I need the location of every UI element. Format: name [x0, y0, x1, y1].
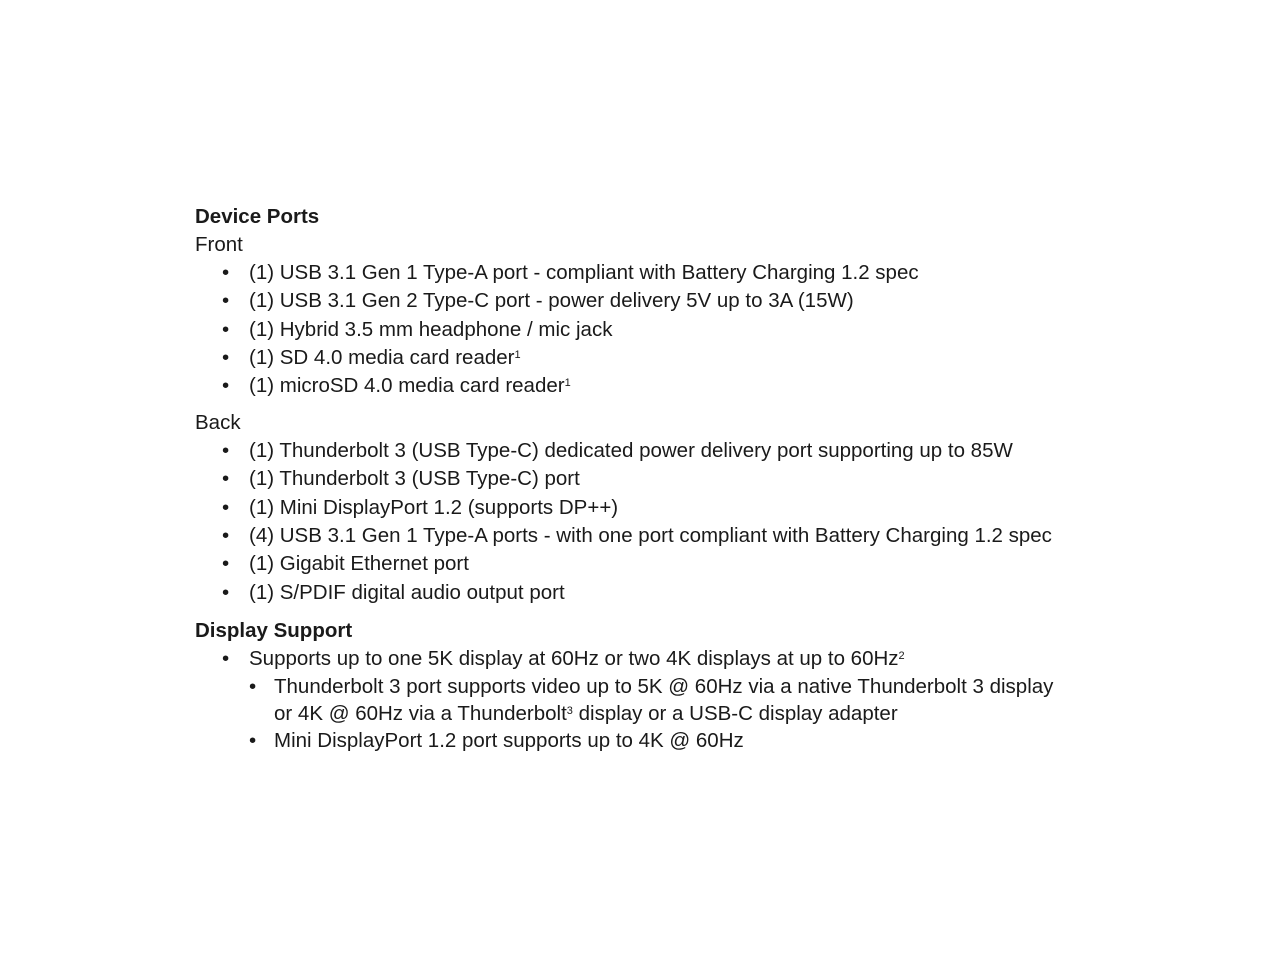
list-item — [222, 465, 580, 493]
item-text: Supports up to one 5K display at 60Hz or two 4K displays at up to 60Hz — [249, 647, 899, 670]
item-text: display or a USB-C display adapter — [572, 702, 898, 725]
bullet: • — [222, 647, 230, 670]
footnote-ref: 2 — [898, 650, 905, 662]
item-text: (1) SD 4.0 media card reader — [249, 345, 515, 369]
item-text: or 4K @ 60Hz via a Thunderbolt — [274, 702, 567, 725]
item-text: (1) Mini DisplayPort 1.2 (supports DP++) — [249, 495, 619, 519]
item-text: (1) USB 3.1 Gen 2 Type-C port - power delivery 5V up to 3A (15W) — [249, 289, 854, 313]
list-item — [222, 287, 854, 315]
bullet: • — [222, 467, 230, 491]
bullet: • — [222, 552, 230, 576]
item-text: (1) Thunderbolt 3 (USB Type-C) port — [249, 467, 580, 491]
item-text: (1) USB 3.1 Gen 1 Type-A port - compliant with Battery Charging 1.2 spec — [249, 261, 919, 284]
list-item — [222, 344, 521, 372]
list-item-continuation — [274, 700, 898, 728]
list-item — [222, 645, 905, 673]
bullet: • — [249, 675, 257, 698]
list-item — [222, 437, 1013, 465]
item-text: (4) USB 3.1 Gen 1 Type-A ports - with one port compliant with Battery Charging 1.2 spec — [249, 523, 1052, 547]
list-item — [222, 316, 612, 344]
bullet: • — [222, 374, 230, 398]
bullet: • — [222, 317, 230, 341]
bullet: • — [222, 523, 230, 547]
item-text: (1) S/PDIF digital audio output port — [249, 580, 565, 604]
list-item — [222, 259, 919, 287]
bullet: • — [222, 495, 230, 519]
footnote-ref: 3 — [566, 705, 573, 717]
item-text: (1) Gigabit Ethernet port — [249, 552, 469, 576]
item-text: Thunderbolt 3 port supports video up to 5K @ 60Hz via a native Thunderbolt 3 display — [274, 675, 1054, 698]
device-ports-heading: Device Ports — [195, 205, 320, 228]
list-item — [222, 494, 618, 522]
item-text: (1) Hybrid 3.5 mm headphone / mic jack — [249, 317, 613, 341]
back-label: Back — [195, 411, 241, 434]
bullet: • — [222, 580, 230, 604]
list-item — [249, 673, 1053, 701]
list-item — [222, 550, 469, 578]
list-item — [249, 727, 744, 755]
display-support-heading: Display Support — [195, 619, 353, 642]
item-text: Mini DisplayPort 1.2 port supports up to 4K @ 60Hz — [274, 729, 744, 752]
list-item — [222, 579, 565, 607]
bullet: • — [222, 439, 230, 462]
bullet: • — [222, 261, 230, 284]
front-label: Front — [195, 233, 243, 256]
footnote-ref: 1 — [564, 377, 571, 390]
bullet: • — [222, 289, 230, 313]
item-text: (1) Thunderbolt 3 (USB Type-C) dedicated power delivery port supporting up to 85W — [249, 439, 1013, 462]
item-text: (1) microSD 4.0 media card reader — [249, 374, 565, 398]
bullet: • — [222, 345, 230, 369]
list-item — [222, 522, 1052, 550]
bullet: • — [249, 729, 257, 752]
footnote-ref: 1 — [514, 348, 521, 361]
list-item — [222, 372, 571, 400]
